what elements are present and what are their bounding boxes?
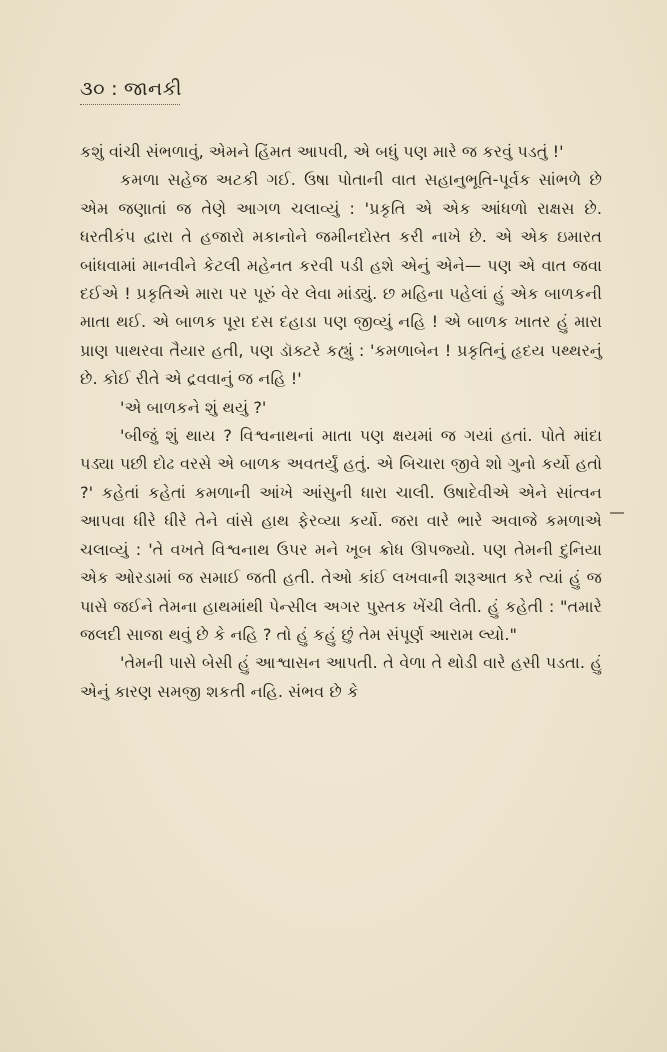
paragraph: 'બીજું શું થાય ? વિશ્વનાથનાં માતા પણ ક્ષયમાં જ ગયાં હતાં. પોતે માંદા પડ્યા પછી દોઢ વરસે એ બાળક અવતર્યું હતું. એ બિચારા જીવે શો ગુનો કર્યો હતો ?' કહેતાં કહેતાં કમળાની આંખે આંસુની ધારા ચાલી. ઉષાદેવીએ એને સાંત્વન આપવા ધીરે ધીરે તેને વાંસે હાથ ફેરવ્યા કર્યો. જરા વારે ભારે અવાજે કમળાએ ચલાવ્યું : 'તે વખતે વિશ્વનાથ ઉપર મને ખૂબ ક્રોધ ઊપજ્યો. પણ તેમની દુનિયા એક ઓરડામાં જ સમાઈ જતી હતી. તેઓ કાંઈ લખવાની શરૂઆત કરે ત્યાં હું જ પાસે જઈને તેમના હાથમાંથી પેન્સીલ અગર પુસ્તક ખેંચી લેતી. હું કહેતી : "તમારે જલદી સાજા થવું છે કે નહિ ? તો હું કહું છું તેમ સંપૂર્ણ આરામ લ્યો." (80, 426, 602, 644)
paragraph: 'એ બાળકને શું થયું ?' (120, 397, 267, 417)
margin-mark (610, 512, 624, 514)
book-title: જાનકી (124, 78, 182, 100)
paragraph: કશું વાંચી સંભળાવું, એમને હિંમત આપવી, એ બધું પણ મારે જ કરવું પડતું !' (80, 142, 564, 161)
header-separator: : (111, 78, 118, 100)
body-text (80, 138, 602, 706)
header-ornament-rule (80, 104, 180, 109)
paragraph: કમળા સહેજ અટકી ગઈ. ઉષા પોતાની વાત સહાનુભૂતિ-પૂર્વક સાંભળે છે એમ જણાતાં જ તેણે આગળ ચલાવ્યું : 'પ્રકૃતિ એ એક આંધળો રાક્ષસ છે. ધરતીકંપ દ્વારા તે હજારો મકાનોને જમીનદોસ્ત કરી નાખે છે. એ એક ઇમારત બાંધવામાં માનવીને કેટલી મહેનત કરવી પડી હશે એનું એને— પણ એ વાત જવા દઈએ ! પ્રકૃતિએ મારા પર પૂરું વેર લેવા માંડ્યું. છ મહિના પહેલાં હું એક બાળકની માતા થઈ. એ બાળક પૂરા દસ દહાડા પણ જીવ્યું નહિ ! એ બાળક ખાતર હું મારા પ્રાણ પાથરવા તૈયાર હતી, પણ ડૉક્ટરે કહ્યું : 'કમળાબેન ! પ્રકૃતિનું હૃદય પથ્થરનું છે. કોઈ રીતે એ દ્રવવાનું જ નહિ !' (80, 170, 602, 389)
page-number: ૩૦ (80, 78, 106, 100)
paragraph: 'તેમની પાસે બેસી હું આશ્વાસન આપતી. તે વેળા તે થોડી વારે હસી પડતા. હું એનું કારણ સમજી શકતી નહિ. સંભવ છે કે (80, 653, 602, 701)
running-head (80, 78, 182, 100)
